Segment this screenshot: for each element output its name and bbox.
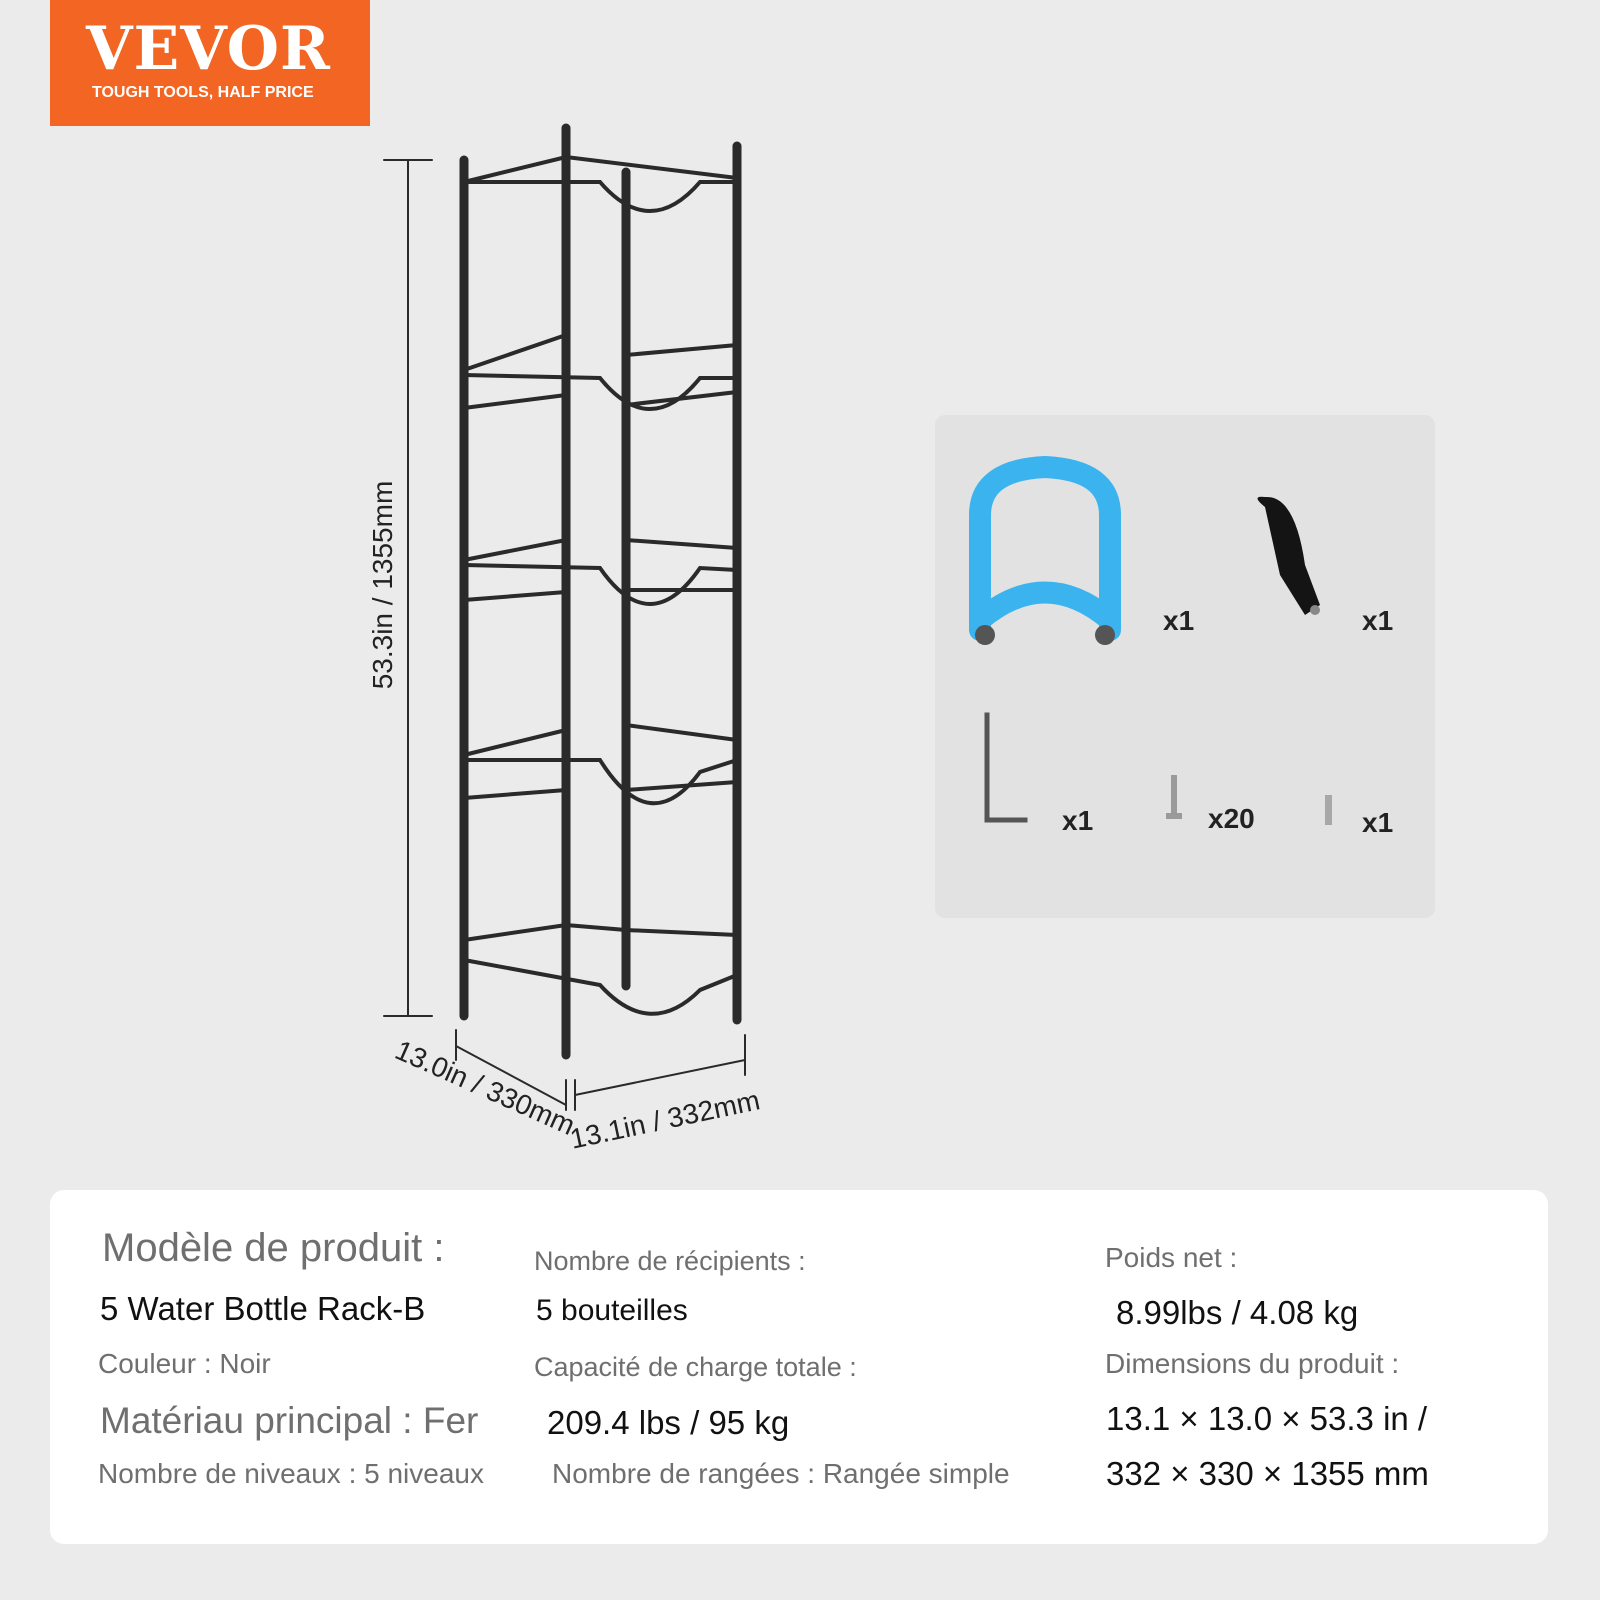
- hex-key-icon: [987, 715, 1025, 820]
- accessory-qty: x20: [1208, 803, 1255, 834]
- handle-icon: [975, 467, 1115, 645]
- model-value: 5 Water Bottle Rack-B: [100, 1290, 426, 1327]
- accessory-qty: x1: [1163, 605, 1195, 636]
- containers-label: Nombre de récipients :: [534, 1246, 806, 1276]
- model-label: Modèle de produit :: [102, 1226, 445, 1270]
- levels-spec: Nombre de niveaux : 5 niveaux: [98, 1458, 484, 1489]
- width-dimension-label: 13.1in / 332mm: [567, 1084, 763, 1155]
- capacity-label: Capacité de charge totale :: [534, 1352, 857, 1382]
- accessory-qty: x1: [1062, 805, 1094, 836]
- brand-tagline: TOUGH TOOLS, HALF PRICE: [92, 84, 314, 101]
- dimensions-in: 13.1 × 13.0 × 53.3 in /: [1106, 1400, 1428, 1437]
- dimensions-mm: 332 × 330 × 1355 mm: [1106, 1455, 1429, 1492]
- height-dimension-label: 53.3in / 1355mm: [367, 480, 398, 690]
- accessories-icons: [935, 415, 1435, 918]
- accessory-qty: x1: [1362, 807, 1394, 838]
- accessories-panel: [935, 415, 1435, 918]
- anchor-icon: [1325, 795, 1332, 825]
- containers-value: 5 bouteilles: [536, 1294, 688, 1327]
- brand-name: VEVOR: [86, 14, 331, 84]
- rows-spec: Nombre de rangées : Rangée simple: [552, 1458, 1010, 1489]
- capacity-value: 209.4 lbs / 95 kg: [547, 1404, 790, 1441]
- weight-value: 8.99lbs / 4.08 kg: [1116, 1294, 1359, 1331]
- depth-dimension-label: 13.0in / 330mm: [390, 1034, 580, 1141]
- screw-icon: [1166, 775, 1182, 819]
- dimensions-label: Dimensions du produit :: [1105, 1348, 1400, 1379]
- accessory-qty: x1: [1362, 605, 1394, 636]
- color-spec: Couleur : Noir: [98, 1348, 271, 1379]
- specifications-card: [50, 1190, 1548, 1544]
- weight-label: Poids net :: [1105, 1242, 1238, 1273]
- material-spec: Matériau principal : Fer: [100, 1400, 479, 1441]
- strap-icon: [1258, 497, 1321, 615]
